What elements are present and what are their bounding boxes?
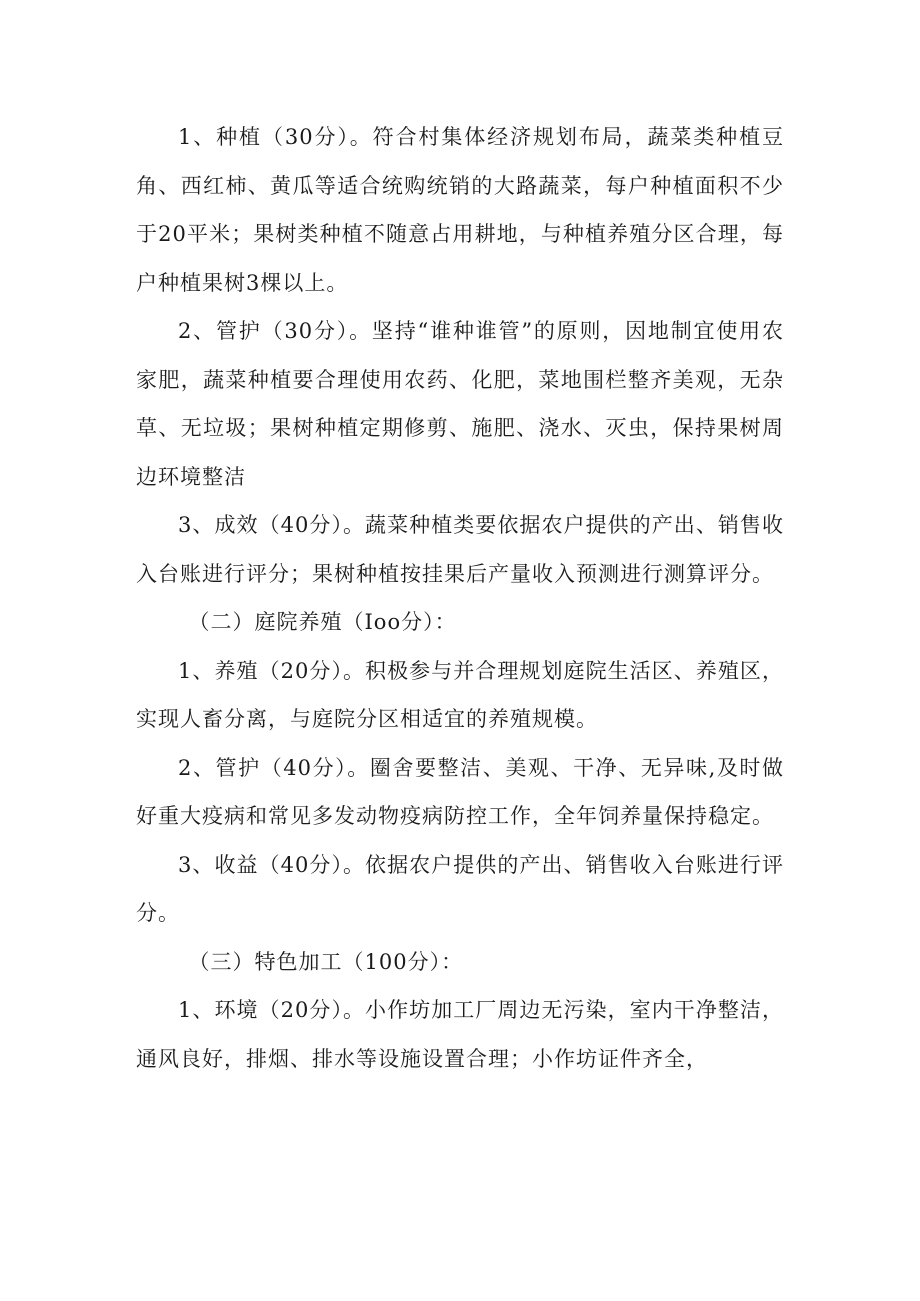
document-body [136,113,784,1083]
planting-item-1: 1、种植（30分）。符合村集体经济规划布局，蔬菜类种植豆角、西红柿、黄瓜等适合统购统销的大路蔬菜，每户种植面积不少于20平米；果树类种植不随意占用耕地，与种植养殖分区合理，每户种植果树3棵以上。 [136,125,784,295]
breeding-item-3: 3、收益（40分）。依据农户提供的产出、销售收入台账进行评分。 [136,852,784,925]
section-heading-courtyard-breeding: （二）庭院养殖（Ioo分）： [188,610,457,634]
breeding-item-2: 2、管护（40分）。圈舍要整洁、美观、干净、无异味,及时做好重大疫病和常见多发动物疫病防控工作，全年饲养量保持稳定。 [136,755,784,828]
section-heading-specialty-processing: （三）特色加工（100分）： [188,949,464,974]
processing-item-1: 1、环境（20分）。小作坊加工厂周边无污染，室内干净整洁，通风良好，排烟、排水等设施设置合理；小作坊证件齐全， [136,998,784,1071]
planting-item-2: 2、管护（30分）。坚持“谁种谁管”的原则，因地制宜使用农家肥，蔬菜种植要合理使用农药、化肥，菜地围栏整齐美观，无杂草、无垃圾；果树种植定期修剪、施肥、浇水、灭虫，保持果树周边环境整洁 [136,319,784,489]
breeding-item-1: 1、养殖（20分）。积极参与并合理规划庭院生活区、养殖区，实现人畜分离，与庭院分区相适宜的养殖规模。 [136,658,784,731]
planting-item-3: 3、成效（40分）。蔬菜种植类要依据农户提供的产出、销售收入台账进行评分；果树种植按挂果后产量收入预测进行测算评分。 [136,513,784,586]
